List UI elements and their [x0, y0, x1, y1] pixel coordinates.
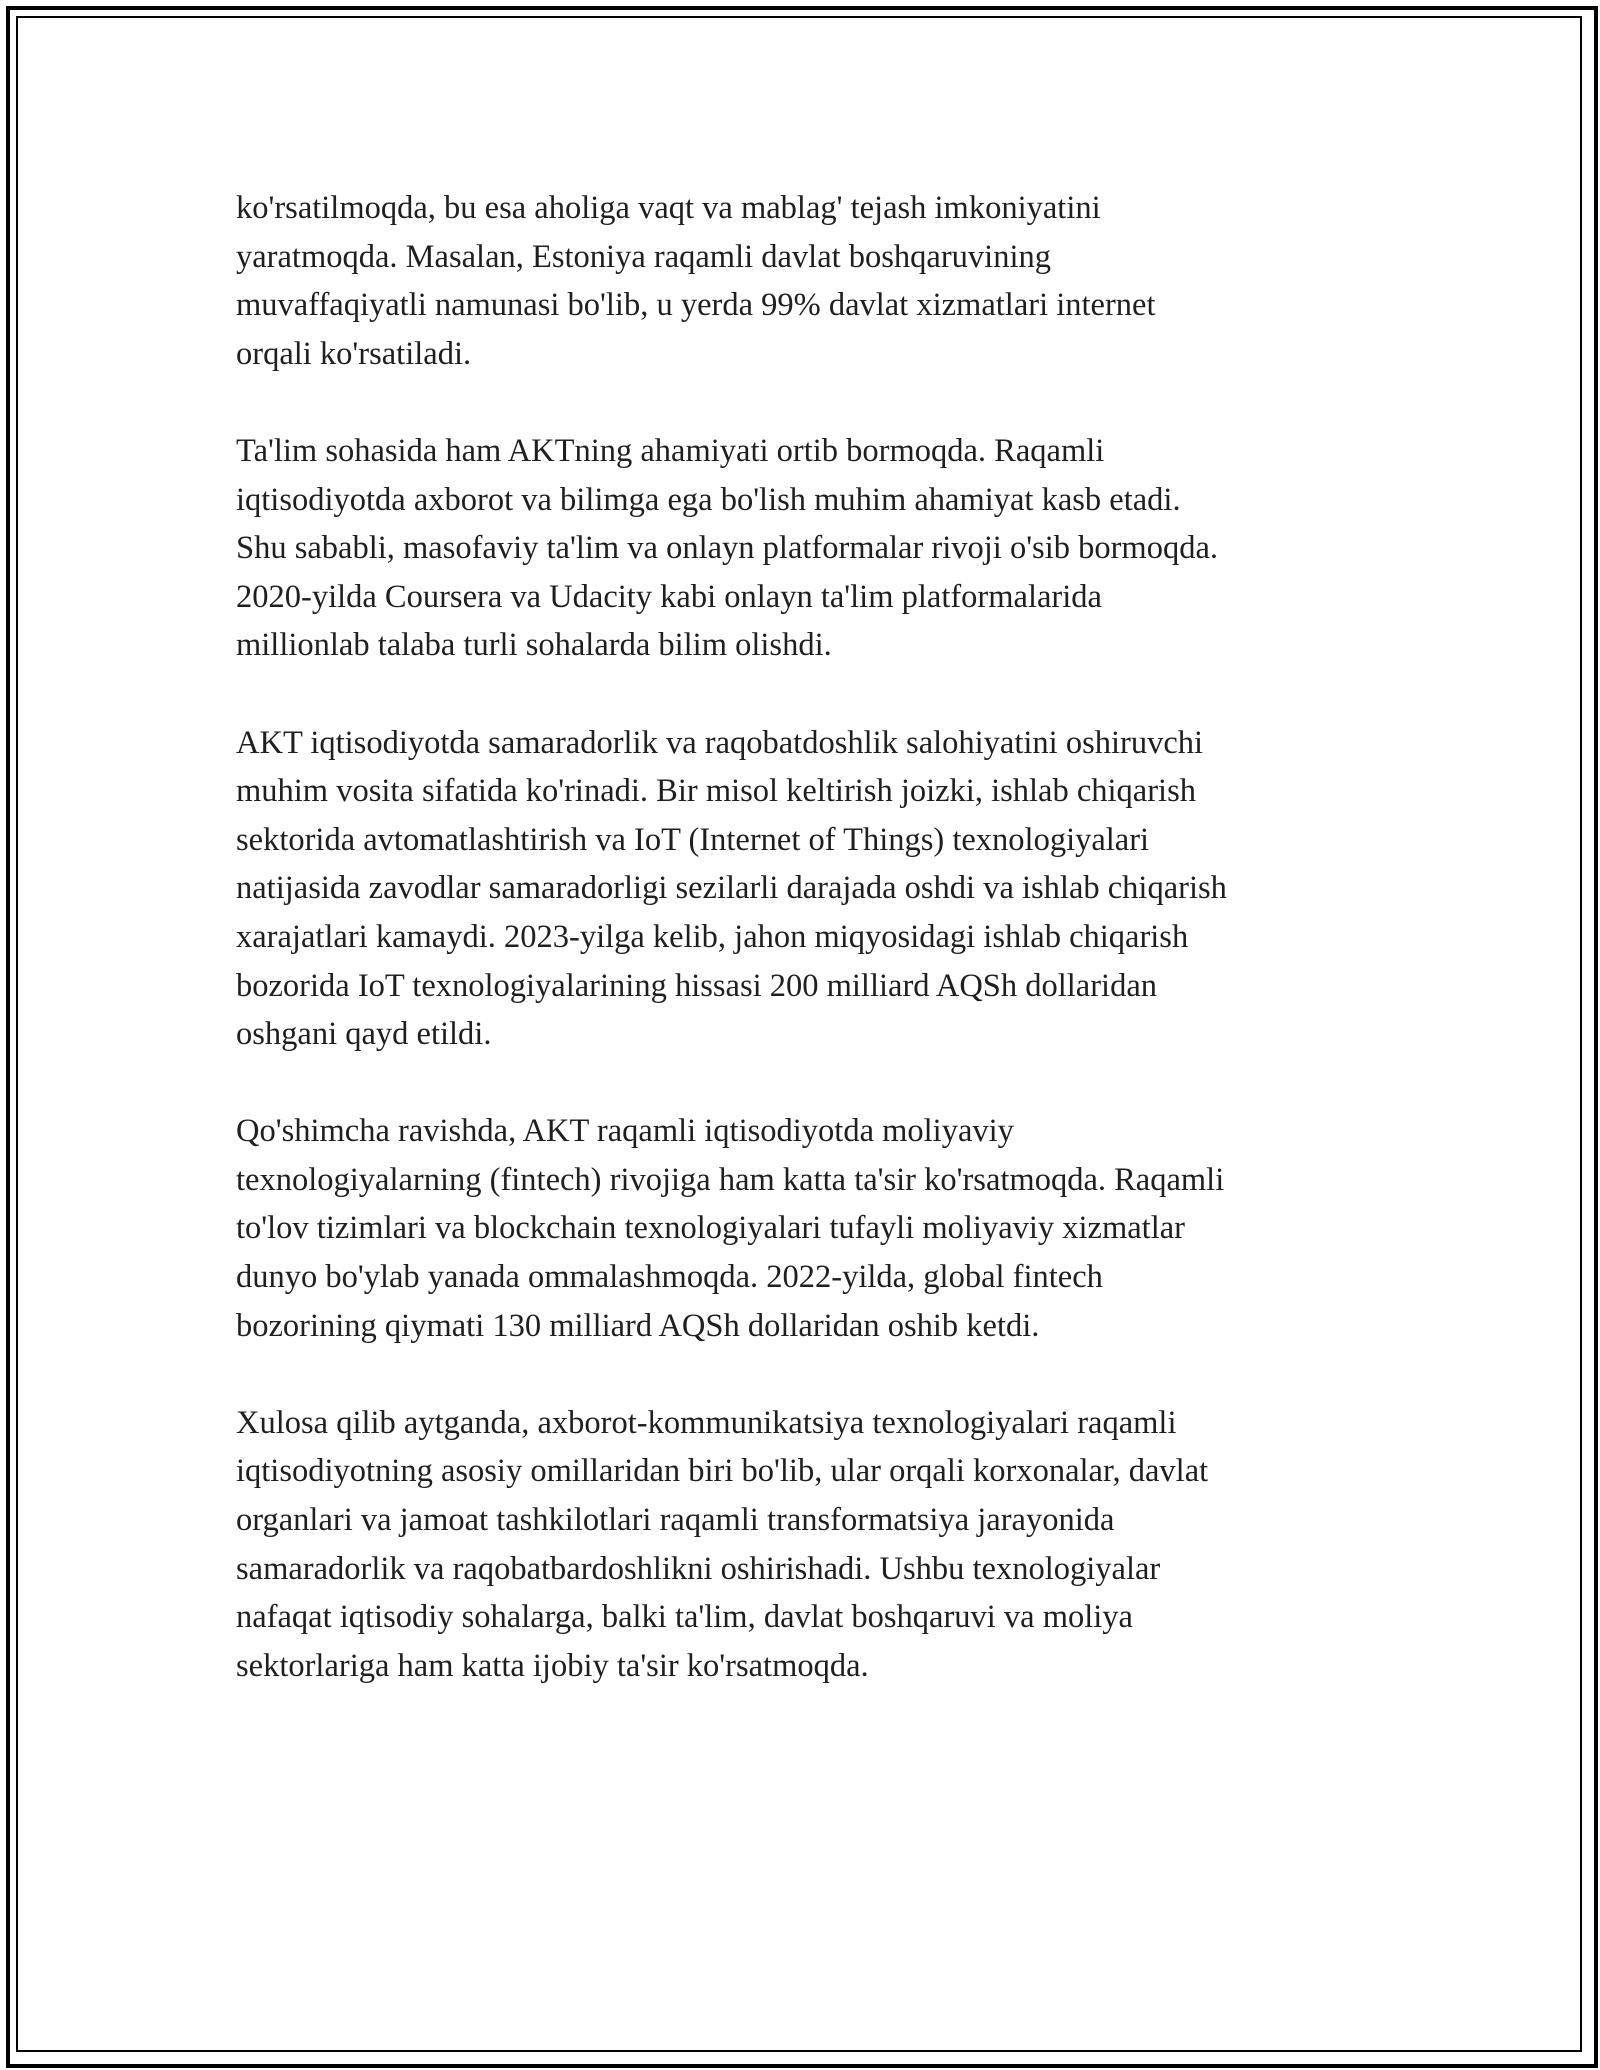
text-line: orqali ko'rsatiladi. [236, 335, 472, 372]
text-line: sektorlariga ham katta ijobiy ta'sir ko'rsatmoqda. [236, 1647, 869, 1684]
text-line: millionlab talaba turli sohalarda bilim olishdi. [236, 627, 832, 664]
text-line: Ta'lim sohasida ham AKTning ahamiyati ortib bormoqda. Raqamli [236, 432, 1105, 469]
text-line: xarajatlari kamaydi. 2023-yilga kelib, jahon miqyosidagi ishlab chiqarish [236, 918, 1189, 955]
text-line: iqtisodiyotning asosiy omillaridan biri bo'lib, ular orqali korxonalar, davlat [236, 1453, 1209, 1490]
text-line: 2020-yilda Coursera va Udacity kabi onlayn ta'lim platformalarida [236, 578, 1102, 615]
text-line: Shu sababli, masofaviy ta'lim va onlayn platformalar rivoji o'sib bormoqda. [236, 530, 1218, 567]
text-line: samaradorlik va raqobatbardoshlikni oshirishadi. Ushbu texnologiyalar [236, 1550, 1161, 1587]
paragraph [236, 1107, 1376, 1350]
text-line: oshgani qayd etildi. [236, 1016, 492, 1053]
text-line: AKT iqtisodiyotda samaradorlik va raqobatdoshlik salohiyatini oshiruvchi [236, 724, 1204, 761]
paragraph [236, 1399, 1376, 1691]
text-line: organlari va jamoat tashkilotlari raqamli transformatsiya jarayonida [236, 1502, 1115, 1539]
text-line: dunyo bo'ylab yanada ommalashmoqda. 2022-yilda, global fintech [236, 1259, 1103, 1296]
paragraph [236, 184, 1376, 378]
text-line: nafaqat iqtisodiy sohalarga, balki ta'lim, davlat boshqaruvi va moliya [236, 1599, 1133, 1636]
text-line: yaratmoqda. Masalan, Estoniya raqamli davlat boshqaruvining [236, 238, 1051, 275]
text-line: muhim vosita sifatida ko'rinadi. Bir misol keltirish joizki, ishlab chiqarish [236, 773, 1196, 810]
text-line: natijasida zavodlar samaradorligi sezilarli darajada oshdi va ishlab chiqarish [236, 870, 1227, 907]
text-line: bozorining qiymati 130 milliard AQSh dollaridan oshib ketdi. [236, 1307, 1040, 1344]
text-line: texnologiyalarning (fintech) rivojiga ham katta ta'sir ko'rsatmoqda. Raqamli [236, 1161, 1225, 1198]
text-line: sektorida avtomatlashtirish va IoT (Internet of Things) texnologiyalari [236, 821, 1150, 858]
paragraph [236, 427, 1376, 670]
text-line: Xulosa qilib aytganda, axborot-kommunikatsiya texnologiyalari raqamli [236, 1404, 1177, 1441]
text-line: iqtisodiyotda axborot va bilimga ega bo'lish muhim ahamiyat kasb etadi. [236, 481, 1181, 518]
paragraph [236, 719, 1376, 1059]
document-body [236, 184, 1376, 1690]
text-line: ko'rsatilmoqda, bu esa aholiga vaqt va mablag' tejash imkoniyatini [236, 190, 1101, 226]
text-line: bozorida IoT texnologiyalarining hissasi 200 milliard AQSh dollaridan [236, 967, 1157, 1004]
text-line: Qo'shimcha ravishda, AKT raqamli iqtisodiyotda moliyaviy [236, 1113, 1014, 1150]
text-line: to'lov tizimlari va blockchain texnologiyalari tufayli moliyaviy xizmatlar [236, 1210, 1185, 1247]
text-line: muvaffaqiyatli namunasi bo'lib, u yerda 99% davlat xizmatlari internet [236, 287, 1156, 324]
